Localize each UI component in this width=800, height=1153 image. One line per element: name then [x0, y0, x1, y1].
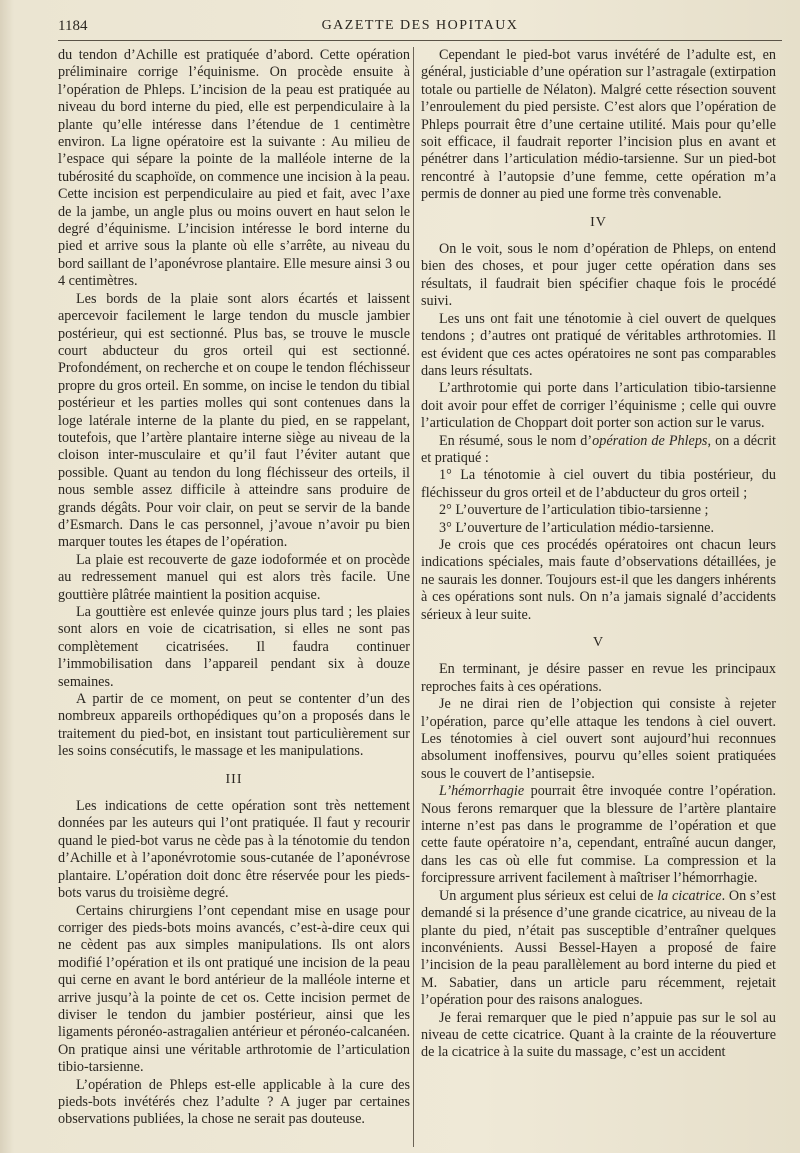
list-item: 2° L’ouverture de l’articulation tibio-tarsienne ; — [439, 502, 709, 519]
italic-term: L’hémorrhagie — [439, 783, 525, 800]
paragraph: Les bords de la plaie sont alors écartés et laissent apercevoir facilement le large tendon du muscle jambier postérieur, qui est sectionné. Plus bas, se trouve le muscle court abducteur du gros orteil qui est sectionné. Profondément, on recherche et on coupe le tendon fléchisseur propre du gros orteil. En somme, on incise le tendon du tibial postérieur et les parties molles qui sont contenues dans la loge latérale interne de la plante du pied, en se rappelant, toutefois, que l’artère plantaire interne siège au niveau de la cloison inter-musculaire et qu’il faut l’éviter autant que possible. Quant au tendon du long fléchisseur des orteils, il nous semble assez difficile à atteindre sans produire de grands dégâts. Pour voir clair, on peut se servir de la bande d’Esmarch. Dans le cas personnel, j’avoue n’avoir pu bien marquer toutes les étapes de l’opération. — [58, 290, 410, 551]
paragraph: Je crois que ces procédés opératoires ont chacun leurs indications spéciales, mais faute d’observations détaillées, je ne saurais les donner. Toujours est-il que les dangers inhérents à ces opérations sont nuls. On n’a jamais signalé d’accidents sérieux à leur suite. — [421, 536, 776, 623]
paragraph — [421, 433, 776, 468]
paragraph: du tendon d’Achille est pratiquée d’abord. Cette opération préliminaire corrige l’équinisme. On procède ensuite à l’opération de Phleps. L’incision de la peau est pratiquée au niveau du bord interne du pied, elle est perpendiculaire à la plante qu’elle intéresse dans l’étendue de 1 centimètre environ. La ligne opératoire est la suivante : Au milieu de l’espace qui sépare la pointe de la malléole interne de la tubérosité du scaphoïde, on commence une incision à la peau. Cette incision est perpendiculaire au pied et fait, avec l’axe de la jambe, un angle plus ou moins ouvert en haut selon le degré d’équinisme. L’incision intéresse le bord interne du pied et arrive sous la plante où elle s’arrête, au niveau du bord saillant de l’aponévrose plantaire. Elle mesure ainsi 3 ou 4 centimètres. — [58, 47, 410, 290]
page-header — [58, 18, 782, 41]
journal-title: GAZETTE DES HOPITAUX — [321, 18, 519, 33]
paragraph: Certains chirurgiens l’ont cependant mise en usage pour corriger des pieds-bots moins avancés, c’est-à-dire ceux qui ne cèdent pas aux simples manipulations. Ils ont alors modifié l’opération et ils ont pratiqué une incision de la peau qui cerne en avant le bord antérieur de la malléole interne et arrive jusqu’à la pointe de cet os. Cette incision permet de diviser le tendon du jambier postérieur, ainsi que les ligaments péronéo-astragalien antérieur et péronéo-calcanéen. On pratique ainsi une véritable arthrotomie de l’articulation tibio-tarsienne. — [58, 902, 410, 1076]
list-item: 3° L’ouverture de l’articulation médio-tarsienne. — [439, 519, 715, 536]
list-item: 1° La ténotomie à ciel ouvert du tibia postérieur, du fléchisseur du gros orteil et de l’abducteur du gros orteil ; — [421, 467, 776, 501]
text-run: , on a décrit et pratiqué : — [421, 432, 777, 466]
section-heading-v: V — [592, 635, 605, 650]
paragraph: Les indications de cette opération sont très nettement données par les auteurs qui l’ont pratiquée. Il faut y recourir quand le pied-bot varus ne cède pas à la ténotomie du tendon d’Achille et à l’aponévrotomie sous-cutanée de l’aponévrose plantaire. L’opération doit donc être réservée pour les pieds-bots varus du troisième degré. — [58, 798, 410, 902]
text-run: pourrait être invoquée contre l’opération. Nous ferons remarquer que la blessure de l’artère plantaire interne n’est pas dans le programme de l’opération et que cette faute opératoire n’a, cependant, entraîné aucun danger, dans les cas où elle fut commise. La compression et la forcipressure arrivent facilement à maîtriser l’hémorrhagie. — [421, 783, 776, 887]
paragraph: On le voit, sous le nom d’opération de Phleps, on entend bien des choses, et pour juger cette opération dans ses résultats, il faudrait bien spécifier chaque fois le procédé suivi. — [421, 241, 776, 310]
paragraph: La gouttière est enlevée quinze jours plus tard ; les plaies sont alors en voie de cicatrisation, si elles ne sont pas complètement cicatrisées. Il faudra continuer l’immobilisation dans l’appareil pendant six à douze semaines. — [58, 604, 410, 690]
section-heading-iv: IV — [590, 214, 607, 230]
page-number: 1184 — [58, 18, 88, 34]
paragraph: Je ne dirai rien de l’objection qui consiste à rejeter l’opération, parce qu’elle attaque les tendons à ciel ouvert. Les ténotomies à ciel ouvert sont aujourd’hui reconnues absolument inoffensives, pourvu qu’elles soient pratiquées sous le couvert de l’antisepsie. — [421, 696, 776, 782]
paragraph: La plaie est recouverte de gaze iodoformée et on procède au redressement manuel qui est alors très facile. Une gouttière plâtrée maintient la position acquise. — [58, 551, 410, 603]
paragraph: Je ferai remarquer que le pied n’appuie pas sur le sol au niveau de cette cicatrice. Quant à la crainte de la réouverture de la cicatrice à la suite du massage, c’est un accident — [421, 1009, 776, 1061]
paragraph: En terminant, je désire passer en revue les principaux reproches faits à ces opérations. — [421, 661, 776, 695]
column-divider — [413, 47, 414, 1147]
text-run: En résumé, sous le nom d’ — [439, 432, 593, 449]
left-column — [58, 47, 410, 1129]
right-column — [421, 47, 776, 1062]
paragraph: L’arthrotomie qui porte dans l’articulation tibio-tarsienne doit avoir pour effet de corriger l’équinisme ; celle qui ouvre l’articulation de Choppart doit porter son action sur le varus. — [421, 380, 776, 432]
paragraph: Les uns ont fait une ténotomie à ciel ouvert de quelques tendons ; d’autres ont pratiqué de véritables arthrotomies. Il est évident que ces actes opératoires ne sont pas comparables dans leurs résultats. — [421, 310, 776, 379]
paragraph — [421, 783, 776, 887]
section-heading-iii: III — [225, 771, 243, 787]
italic-term: la cicatrice — [657, 887, 722, 904]
text-run: Un argument plus sérieux est celui de — [439, 887, 658, 904]
paragraph: A partir de ce moment, on peut se contenter d’un des nombreux appareils orthopédiques qu’on a proposés dans le traitement du pied-bot, en insistant tout particulièrement sur les soins consécutifs, le massage et les manipulations. — [58, 691, 410, 760]
paragraph — [421, 888, 776, 1010]
italic-term: opération de Phleps — [592, 432, 708, 449]
paragraph: Cependant le pied-bot varus invétéré de l’adulte est, en général, justiciable d’une opération sur l’astragale (extirpation totale ou partielle de Nélaton). Malgré cette résection souvent l’enroulement du pied persiste. C’est alors que l’opération de Phleps pourrait être d’une certaine utilité. Mais pour qu’elle soit efficace, il faudrait reporter l’incision plus en avant et pénétrer dans l’articulation médio-tarsienne. Sur un pied-bot rencontré à l’autopsie d’une femme, cette opération m’a permis de donner au pied une forme très convenable. — [421, 47, 776, 203]
paragraph: L’opération de Phleps est-elle applicable à la cure des pieds-bots invétérés chez l’adulte ? A juger par certaines observations publiées, la chose ne serait pas douteuse. — [58, 1076, 410, 1128]
text-run: . On s’est demandé si la présence d’une grande cicatrice, au niveau de la plante du pied, n’était pas susceptible d’entraîner quelques inconvénients. Aussi Bessel-Hayen a proposé de faire l’incision de la peau parallèlement au bord interne du pied et M. Sabatier, dans un article paru récemment, rejetait l’opération pour des raisons analogues. — [421, 887, 776, 1009]
